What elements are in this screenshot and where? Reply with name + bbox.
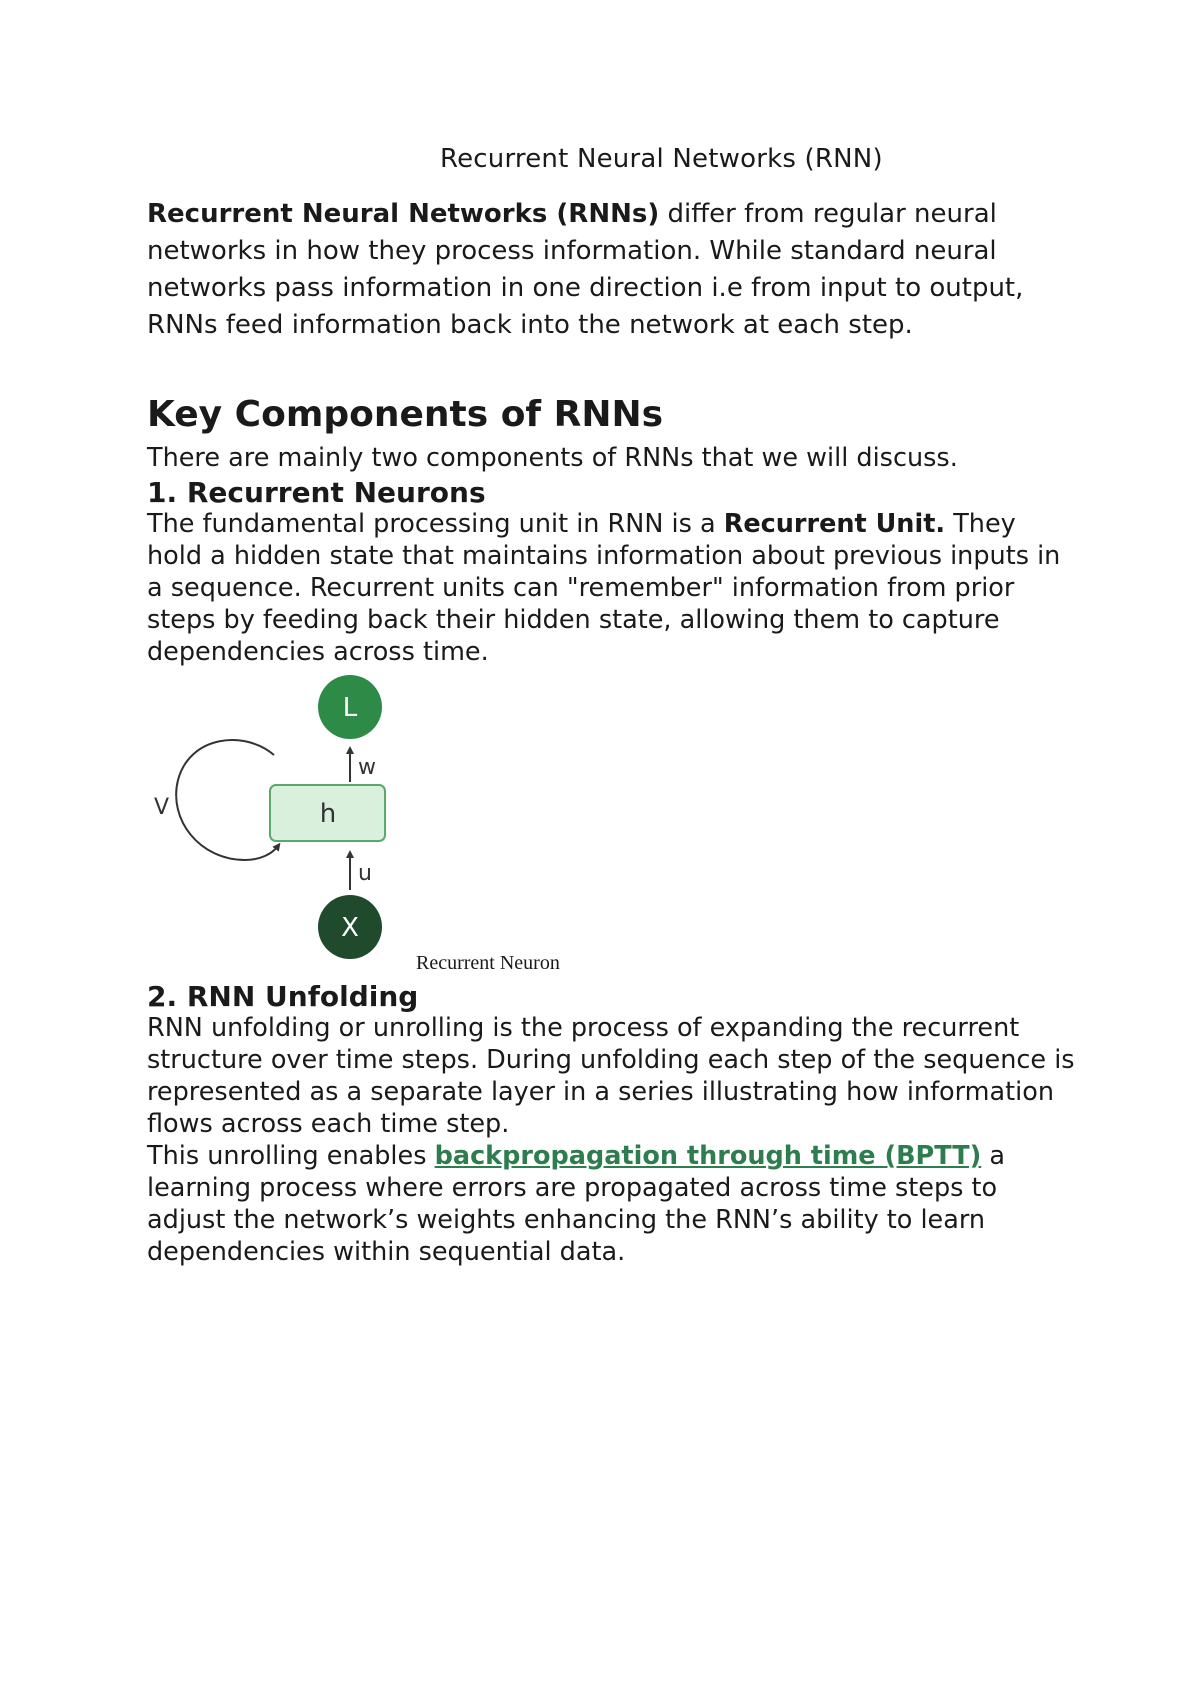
key-components-intro: There are mainly two components of RNNs that we will discuss. <box>147 443 958 473</box>
weight-v-label: V <box>154 795 170 820</box>
input-node-label: X <box>341 913 359 943</box>
intro-paragraph <box>147 196 1077 344</box>
section2-heading: 2. RNN Unfolding <box>147 980 419 1013</box>
output-node-label: L <box>342 693 358 723</box>
key-components-heading: Key Components of RNNs <box>147 394 664 435</box>
weight-w-label: w <box>358 755 376 780</box>
section2-paragraph-2 <box>147 1140 1077 1268</box>
bptt-link[interactable]: backpropagation through time (BPTT) <box>434 1141 982 1171</box>
section1-heading: 1. Recurrent Neurons <box>147 476 486 509</box>
intro-bold-lead: Recurrent Neural Networks (RNNs) <box>147 199 660 229</box>
section2-text-after: a learning process where errors are propagated across time steps to adjust the network’s weights enhancing the RNN’s ability to learn dependencies within sequential data. <box>147 1141 1005 1267</box>
figure-caption: Recurrent Neuron <box>416 952 560 974</box>
section1-text-after: They hold a hidden state that maintains information about previous inputs in a sequence. Recurrent units can "remember" information from prior steps by feeding back their hidden state, allowing them to capture dependencies across time. <box>147 509 1061 667</box>
section1-text-before: The fundamental processing unit in RNN is a <box>147 509 724 539</box>
recurrent-loop-arrow <box>176 740 278 860</box>
recurrent-neuron-diagram <box>150 670 430 960</box>
weight-u-label: u <box>358 861 372 886</box>
section2-paragraph-1: RNN unfolding or unrolling is the process of expanding the recurrent structure over time steps. During unfolding each step of the sequence is represented as a separate layer in a series illustrating how information flows across each time step. <box>147 1013 1075 1139</box>
intro-text: differ from regular neural networks in how they process information. While standard neural networks pass information in one direction i.e from input to output, RNNs feed information back into the network at each step. <box>147 199 1024 340</box>
hidden-node-label: h <box>319 799 337 829</box>
page-title: Recurrent Neural Networks (RNN) <box>440 144 883 174</box>
section2-text-before: This unrolling enables <box>147 1141 435 1171</box>
section1-paragraph <box>147 508 1077 668</box>
section1-bold: Recurrent Unit. <box>723 509 946 539</box>
